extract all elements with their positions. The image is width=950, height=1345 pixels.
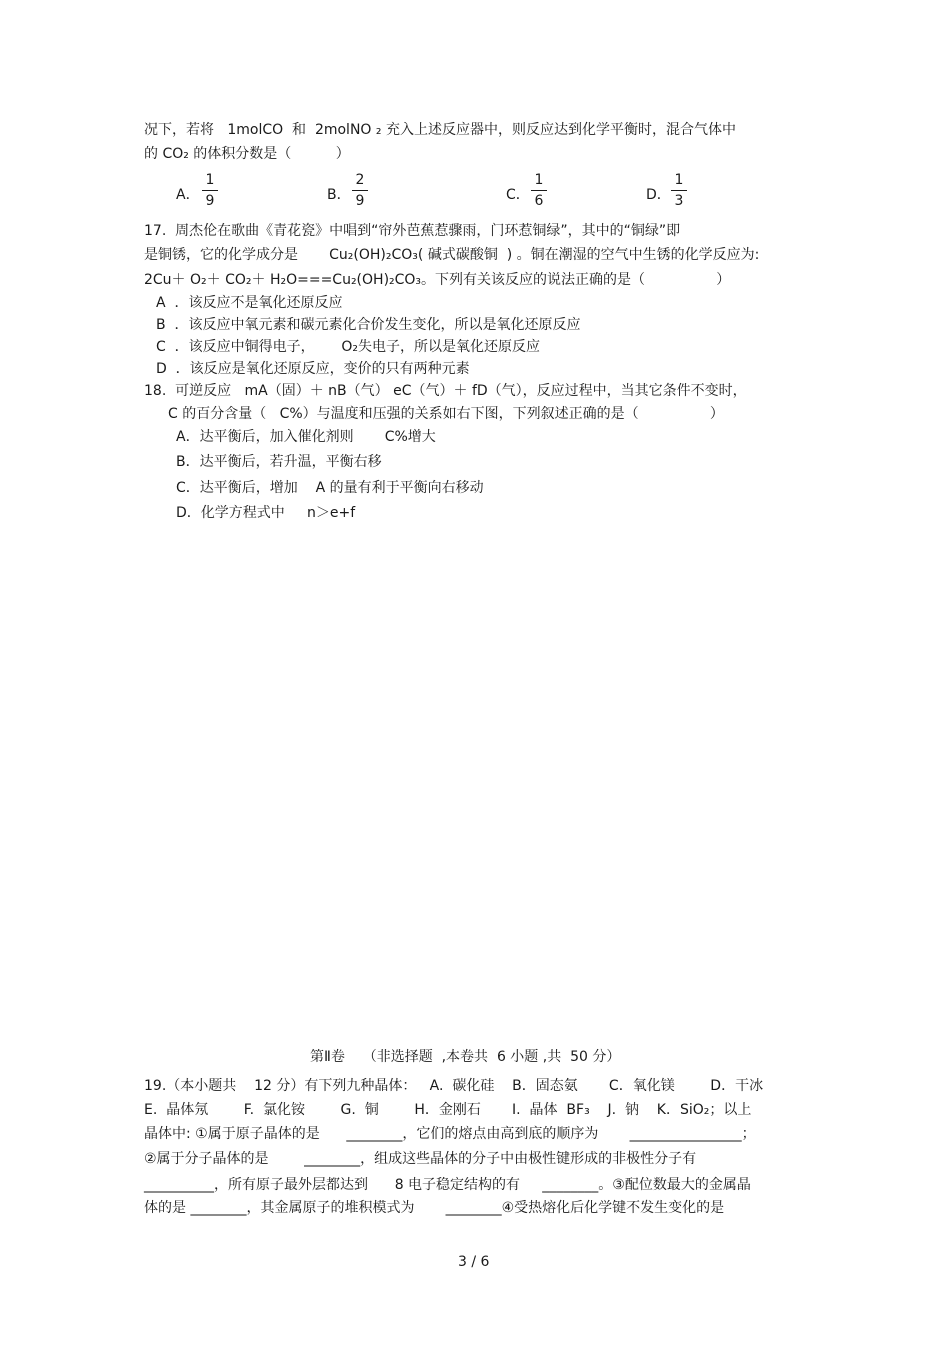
q17-option-c[interactable]: C ．该反应中铜得电子， O₂失电子，所以是氧化还原反应: [156, 339, 541, 355]
option-label: A．: [176, 187, 200, 203]
q18-text-line-1: 18. 可逆反应 mA（固）＋ nB（气） eC（气）＋ fD（气），反应过程中，当其它条件不变时，: [144, 383, 747, 399]
fraction-bar: [352, 190, 368, 191]
q19-text-line-3: 晶体中: ①属于原子晶体的是 ________，它们的熔点由高到底的顺序为 ________________；: [144, 1126, 756, 1142]
q18-option-a[interactable]: A．达平衡后，加入催化剂则 C%增大: [176, 429, 436, 445]
fraction: [671, 172, 687, 209]
numerator: 1: [205, 172, 215, 188]
option-label: C．: [506, 187, 530, 203]
numerator: 2: [355, 172, 365, 188]
denominator: 6: [534, 193, 544, 209]
fraction: [531, 172, 547, 209]
q19-text-line-6: 体的是 ________，其金属原子的堆积模式为 ________④受热熔化后化学键不发生变化的是: [144, 1200, 725, 1216]
section-heading: 第Ⅱ卷 （非选择题 ,本卷共 6 小题 ,共 50 分）: [310, 1049, 621, 1065]
denominator: 9: [355, 193, 365, 209]
fraction: [202, 172, 218, 209]
q16-text-line-2: 的 CO₂ 的体积分数是（ ）: [144, 146, 350, 162]
fraction-bar: [531, 190, 547, 191]
q19-text-line-5: __________，所有原子最外层都达到 8 电子稳定结构的有 ________。③配位数最大的金属晶: [144, 1177, 751, 1193]
q17-text-line-1: 17. 周杰伦在歌曲《青花瓷》中唱到“帘外芭蕉惹骤雨，门环惹铜绿”，其中的“铜绿”即: [144, 223, 681, 239]
q19-text-line-4: ②属于分子晶体的是 ________，组成这些晶体的分子中由极性键形成的非极性分子有: [144, 1151, 697, 1167]
q17-option-a[interactable]: A ．该反应不是氧化还原反应: [156, 295, 343, 311]
option-label: B．: [327, 187, 351, 203]
q19-text-line-2: E. 晶体氖 F. 氯化铵 G. 铜 H．金刚石 I. 晶体 BF₃ J. 钠 K．SiO₂；以上: [144, 1102, 752, 1118]
q18-text-line-2: C 的百分含量（ C%）与温度和压强的关系如右下图，下列叙述正确的是（ ）: [168, 406, 724, 422]
fraction: [352, 172, 368, 209]
q17-option-d[interactable]: D ．该反应是氧化还原反应，变价的只有两种元素: [156, 361, 470, 377]
q17-option-b[interactable]: B ．该反应中氧元素和碳元素化合价发生变化，所以是氧化还原反应: [156, 317, 581, 333]
q18-option-c[interactable]: C．达平衡后，增加 A 的量有利于平衡向右移动: [176, 480, 484, 496]
denominator: 3: [674, 193, 684, 209]
option-label: D．: [646, 187, 671, 203]
page-number: 3 / 6: [458, 1254, 490, 1270]
denominator: 9: [205, 193, 215, 209]
q17-text-line-2: 是铜锈，它的化学成分是 Cu₂(OH)₂CO₃( 碱式碳酸铜 ) 。铜在潮湿的空气中生锈的化学反应为:: [144, 247, 760, 263]
numerator: 1: [534, 172, 544, 188]
q17-text-line-3: 2Cu＋ O₂＋ CO₂＋ H₂O===Cu₂(OH)₂CO₃。下列有关该反应的说法正确的是（ ）: [144, 272, 731, 288]
q19-text-line-1: 19.（本小题共 12 分）有下列九种晶体： A. 碳化硅 B．固态氨 C．氧化镁 D．干冰: [144, 1078, 764, 1094]
fraction-bar: [202, 190, 218, 191]
q16-text-line-1: 况下，若将 1molCO 和 2molNO ₂ 充入上述反应器中，则反应达到化学平衡时，混合气体中: [144, 122, 736, 138]
numerator: 1: [674, 172, 684, 188]
fraction-bar: [671, 190, 687, 191]
q18-option-d[interactable]: D．化学方程式中 n＞e+f: [176, 505, 356, 521]
q18-option-b[interactable]: B．达平衡后，若升温，平衡右移: [176, 454, 382, 470]
